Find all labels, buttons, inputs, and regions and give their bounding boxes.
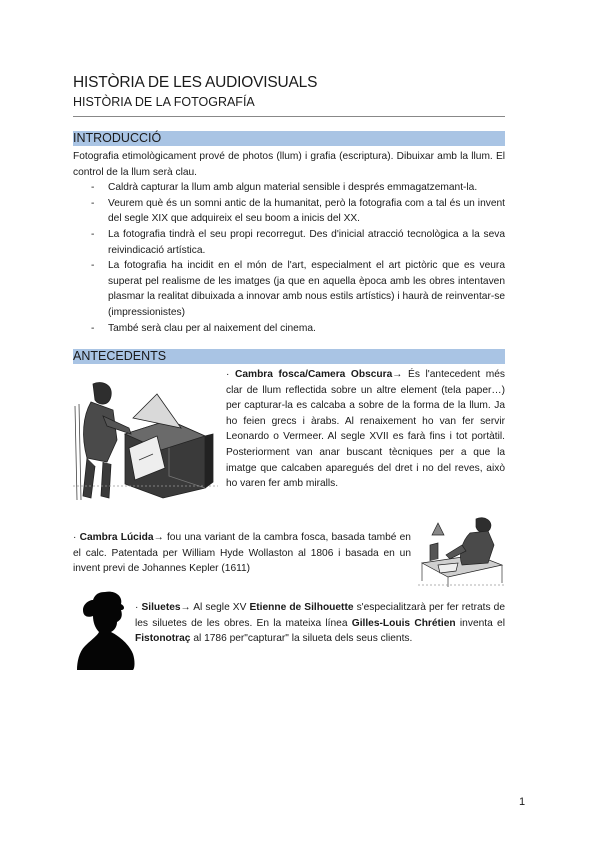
arrow-glyph: → <box>153 532 167 543</box>
bullet-dot: · <box>226 369 235 380</box>
arrow-glyph: → <box>392 369 409 380</box>
silhouettes-text: al 1786 per"capturar" la silueta dels seus clients. <box>190 633 413 645</box>
intro-bullet: - La fotografia ha incidit en el món de l'art, especialment el art pictòric que es veura superat pel realisme de les imatges (ja que en aquella època amb les obres intentaven plasmar la realitat dibuixada a innovar amb nous estils artístics) i haurà de reinventar-se (impressionistes) <box>73 258 505 320</box>
intro-bullet: - La fotografia tindrà el seu propi recorregut. Des d'inicial atracció tecnològica a la seva reivindicació artística. <box>73 227 505 258</box>
silhouettes-text: Al segle XV <box>193 602 250 613</box>
bullet-dot: · <box>135 602 142 613</box>
silhouettes-text: s'especialitzarà per fer retrats de les siluetes de les obres. En la mateixa línea <box>135 602 505 629</box>
silhouettes-paragraph <box>135 600 505 647</box>
intro-bullet: - També serà clau per al naixement del cinema. <box>73 321 505 337</box>
document-title: HISTÒRIA DE LES AUDIOVISUALS <box>73 74 318 91</box>
invention-name: Fistonotraç <box>135 633 191 645</box>
intro-bullet: - Caldrà capturar la llum amb algun material sensible i després emmagatzemant-la. <box>73 180 505 196</box>
camera-lucida-text: fou una variant de la cambra fosca, basada també en el calc. Patentada per William Hyde Wollaston al 1806 i basada en un invent previ de Johannes Kepler (1611) <box>73 532 411 575</box>
section-heading-introduccio: INTRODUCCIÓ <box>73 131 505 146</box>
intro-bullet-list <box>73 180 505 336</box>
camera-obscura-term: Cambra fosca/Camera Obscura <box>234 369 393 380</box>
camera-lucida-paragraph <box>73 530 411 577</box>
intro-bullet: - Veurem què és un somni antic de la humanitat, però la fotografia com a tal és un invent del segle XIX que adquireix el seu boom a inicis del XX. <box>73 196 505 227</box>
arrow-glyph: → <box>180 602 194 613</box>
section-heading-antecedents: ANTECEDENTS <box>73 349 505 364</box>
person-name: Etienne de Silhouette <box>249 602 354 613</box>
page-number: 1 <box>519 796 526 808</box>
person-name: Gilles-Louis Chrétien <box>351 617 456 629</box>
camera-lucida-term: Cambra Lúcida <box>79 532 154 543</box>
bullet-dot: · <box>73 532 80 543</box>
intro-paragraph: Fotografia etimològicament prové de photos (llum) i grafia (escriptura). Dibuixar amb la llum. El control de la llum serà clau. <box>73 151 505 178</box>
intro-section <box>73 149 505 336</box>
header-divider <box>73 116 505 117</box>
camera-obscura-text: És l'antecedent més clar de llum reflectida sobre un altre element (tela paper…) per capturar-la es calcaba a sobre de la forma de la llum. Ja ho feien grecs i àrabs. Al renaixement ho van fer servir Leonardo o Vermeer. Al segle XVII es farà fins i tot portàtil. Posteriorment van anar buscant tècniques per a que la imatge que calcaben aparegués del dret i no del reves, això ho varen fer amb miralls. <box>226 369 505 490</box>
silhouette-portrait <box>75 588 137 670</box>
camera-obscura-engraving <box>73 376 218 504</box>
document-subtitle: HISTÒRIA DE LA FOTOGRAFÍA <box>73 95 255 109</box>
silhouettes-text: inventa el <box>455 617 505 629</box>
camera-lucida-engraving <box>418 515 506 587</box>
silhouettes-term: Siluetes <box>141 602 181 613</box>
camera-obscura-paragraph <box>226 367 505 492</box>
